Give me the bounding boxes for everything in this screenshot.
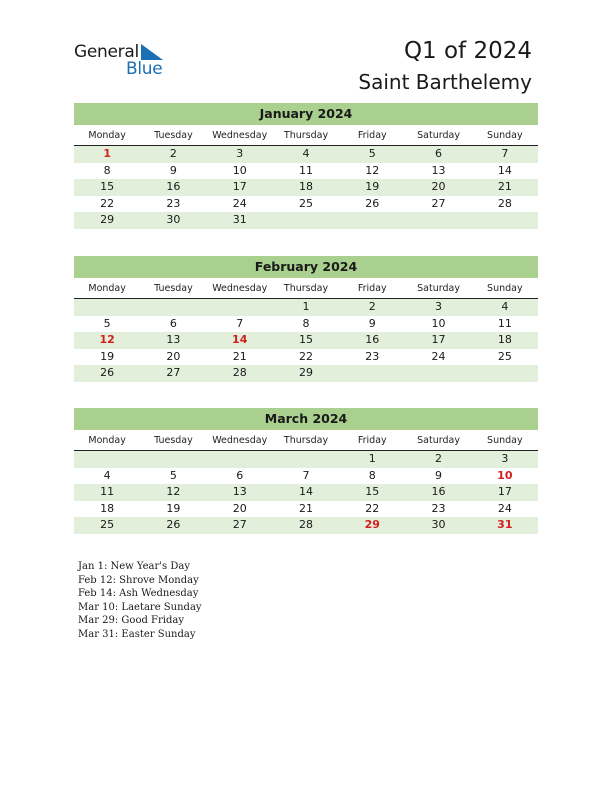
weekday-label: Saturday xyxy=(417,435,460,446)
weeks-container xyxy=(74,451,538,534)
empty-day-cell xyxy=(140,299,206,316)
week-row xyxy=(74,468,538,485)
weekday-label: Tuesday xyxy=(154,435,193,446)
weekday-label: Sunday xyxy=(487,435,523,446)
day-cell: 25 xyxy=(100,518,115,531)
day-cell: 20 xyxy=(431,180,446,193)
empty-day-cell xyxy=(472,365,538,382)
week-row xyxy=(74,196,538,213)
day-cell: 17 xyxy=(232,180,247,193)
day-cell: 5 xyxy=(169,468,177,482)
day-cell: 3 xyxy=(501,452,509,465)
day-cell: 5 xyxy=(368,147,376,160)
day-cell: 19 xyxy=(166,501,181,515)
week-row xyxy=(74,212,538,229)
day-cell: 16 xyxy=(431,485,446,498)
day-cell: 28 xyxy=(232,366,247,379)
day-cell: 20 xyxy=(232,501,247,515)
month-calendar-february xyxy=(74,256,538,382)
day-cell: 21 xyxy=(298,501,313,515)
day-cell: 24 xyxy=(497,501,512,515)
day-cell: 4 xyxy=(302,147,310,160)
day-cell: 6 xyxy=(236,468,244,482)
day-cell: 16 xyxy=(166,180,181,193)
day-cell: 11 xyxy=(100,485,115,498)
day-cell: 4 xyxy=(501,300,509,313)
day-cell: 15 xyxy=(100,180,115,193)
week-row xyxy=(74,349,538,366)
day-cell: 2 xyxy=(368,300,376,313)
weekday-label: Wednesday xyxy=(212,130,268,141)
week-row xyxy=(74,163,538,180)
day-cell: 12 xyxy=(99,333,115,346)
generalblue-logo xyxy=(74,42,174,78)
week-row xyxy=(74,484,538,501)
day-cell: 26 xyxy=(166,518,181,531)
empty-day-cell xyxy=(472,212,538,229)
day-cell: 2 xyxy=(435,452,443,465)
day-cell: 23 xyxy=(166,196,181,210)
day-cell: 15 xyxy=(365,485,380,498)
month-header: March 2024 xyxy=(74,408,538,430)
day-cell: 18 xyxy=(298,180,313,193)
day-cell: 7 xyxy=(302,468,310,482)
day-cell: 18 xyxy=(100,501,115,515)
page-subtitle: Saint Barthelemy xyxy=(358,70,532,94)
day-cell: 8 xyxy=(368,468,376,482)
holiday-list xyxy=(78,560,202,641)
day-cell: 12 xyxy=(166,485,181,498)
day-cell: 6 xyxy=(435,147,443,160)
weekday-label: Tuesday xyxy=(154,283,193,294)
day-cell: 8 xyxy=(302,316,310,330)
day-cell: 2 xyxy=(169,147,177,160)
weekday-label: Thursday xyxy=(283,283,329,294)
month-calendar-march xyxy=(74,408,538,534)
weekday-label: Friday xyxy=(357,435,387,446)
day-cell: 29 xyxy=(298,366,313,379)
day-cell: 21 xyxy=(497,180,512,193)
day-cell: 16 xyxy=(365,333,380,346)
day-cell: 15 xyxy=(298,333,313,346)
day-cell: 10 xyxy=(431,316,446,330)
day-cell: 22 xyxy=(298,349,313,363)
empty-day-cell xyxy=(273,212,339,229)
day-cell: 1 xyxy=(368,452,376,465)
holiday-item: Feb 12: Shrove Monday xyxy=(78,574,199,586)
day-cell: 27 xyxy=(431,196,446,210)
day-cell: 29 xyxy=(100,213,115,226)
day-cell: 10 xyxy=(497,468,513,482)
day-cell: 28 xyxy=(497,196,512,210)
day-cell: 26 xyxy=(100,366,115,379)
empty-day-cell xyxy=(339,212,405,229)
weekday-label: Saturday xyxy=(417,130,460,141)
weekday-label: Tuesday xyxy=(154,130,193,141)
day-cell: 22 xyxy=(100,196,115,210)
day-cell: 17 xyxy=(497,485,512,498)
holiday-item: Feb 14: Ash Wednesday xyxy=(78,588,199,599)
weekday-label: Friday xyxy=(357,130,387,141)
empty-day-cell xyxy=(207,451,273,468)
day-cell: 9 xyxy=(435,468,443,482)
empty-day-cell xyxy=(74,299,140,316)
day-cell: 10 xyxy=(232,163,247,177)
weekday-label: Saturday xyxy=(417,283,460,294)
empty-day-cell xyxy=(339,365,405,382)
month-header: January 2024 xyxy=(74,103,538,125)
weeks-container xyxy=(74,146,538,229)
weekday-label: Monday xyxy=(88,283,126,294)
weekday-header-row xyxy=(74,127,538,146)
empty-day-cell xyxy=(140,451,206,468)
week-row xyxy=(74,365,538,382)
holiday-item: Mar 29: Good Friday xyxy=(78,615,184,626)
day-cell: 3 xyxy=(435,300,443,313)
day-cell: 24 xyxy=(431,349,446,363)
day-cell: 23 xyxy=(431,501,446,515)
day-cell: 17 xyxy=(431,333,446,346)
day-cell: 22 xyxy=(365,501,380,515)
day-cell: 26 xyxy=(365,196,380,210)
day-cell: 8 xyxy=(103,163,111,177)
weekday-header-row xyxy=(74,432,538,451)
day-cell: 13 xyxy=(431,163,446,177)
day-cell: 30 xyxy=(431,518,446,531)
day-cell: 30 xyxy=(166,213,181,226)
day-cell: 19 xyxy=(365,180,380,193)
week-row xyxy=(74,517,538,534)
holiday-item: Mar 10: Laetare Sunday xyxy=(78,601,202,613)
day-cell: 24 xyxy=(232,196,247,210)
day-cell: 7 xyxy=(236,316,244,330)
day-cell: 12 xyxy=(365,163,380,177)
day-cell: 14 xyxy=(232,333,248,346)
empty-day-cell xyxy=(74,451,140,468)
weekday-label: Friday xyxy=(357,283,387,294)
day-cell: 9 xyxy=(169,163,177,177)
day-cell: 31 xyxy=(232,213,247,226)
day-cell: 25 xyxy=(298,196,313,210)
weekday-label: Thursday xyxy=(283,435,329,446)
month-header: February 2024 xyxy=(74,256,538,278)
weekday-label: Wednesday xyxy=(212,283,268,294)
holiday-item: Mar 31: Easter Sunday xyxy=(78,628,196,640)
logo-blue-text: Blue xyxy=(126,59,163,79)
week-row xyxy=(74,299,538,316)
weekday-label: Sunday xyxy=(487,130,523,141)
logo-flag-icon xyxy=(141,44,163,60)
day-cell: 14 xyxy=(298,485,313,498)
day-cell: 27 xyxy=(232,518,247,531)
day-cell: 28 xyxy=(298,518,313,531)
day-cell: 5 xyxy=(103,316,111,330)
empty-day-cell xyxy=(405,212,471,229)
day-cell: 29 xyxy=(364,518,380,531)
day-cell: 25 xyxy=(497,349,512,363)
day-cell: 9 xyxy=(368,316,376,330)
month-calendar-january xyxy=(74,103,538,229)
day-cell: 14 xyxy=(497,163,512,177)
day-cell: 31 xyxy=(497,518,513,531)
day-cell: 13 xyxy=(166,333,181,346)
day-cell: 6 xyxy=(169,316,177,330)
weeks-container xyxy=(74,299,538,382)
logo-general-text: General xyxy=(74,42,139,62)
week-row xyxy=(74,316,538,333)
week-row xyxy=(74,451,538,468)
day-cell: 11 xyxy=(497,316,512,330)
day-cell: 7 xyxy=(501,147,509,160)
holiday-item: Jan 1: New Year's Day xyxy=(78,561,190,572)
day-cell: 21 xyxy=(232,349,247,363)
week-row xyxy=(74,332,538,349)
day-cell: 4 xyxy=(103,468,111,482)
day-cell: 1 xyxy=(103,147,111,160)
weekday-label: Monday xyxy=(88,435,126,446)
day-cell: 23 xyxy=(365,349,380,363)
weekday-label: Thursday xyxy=(283,130,329,141)
day-cell: 19 xyxy=(100,349,115,363)
empty-day-cell xyxy=(273,451,339,468)
page-title: Q1 of 2024 xyxy=(403,38,532,64)
weekday-label: Wednesday xyxy=(212,435,268,446)
day-cell: 3 xyxy=(236,147,244,160)
weekday-label: Sunday xyxy=(487,283,523,294)
week-row xyxy=(74,501,538,518)
day-cell: 1 xyxy=(302,300,310,313)
empty-day-cell xyxy=(207,299,273,316)
empty-day-cell xyxy=(405,365,471,382)
day-cell: 18 xyxy=(497,333,512,346)
weekday-header-row xyxy=(74,280,538,299)
day-cell: 20 xyxy=(166,349,181,363)
day-cell: 13 xyxy=(232,485,247,498)
week-row xyxy=(74,146,538,163)
week-row xyxy=(74,179,538,196)
weekday-label: Monday xyxy=(88,130,126,141)
day-cell: 11 xyxy=(298,163,313,177)
day-cell: 27 xyxy=(166,366,181,379)
